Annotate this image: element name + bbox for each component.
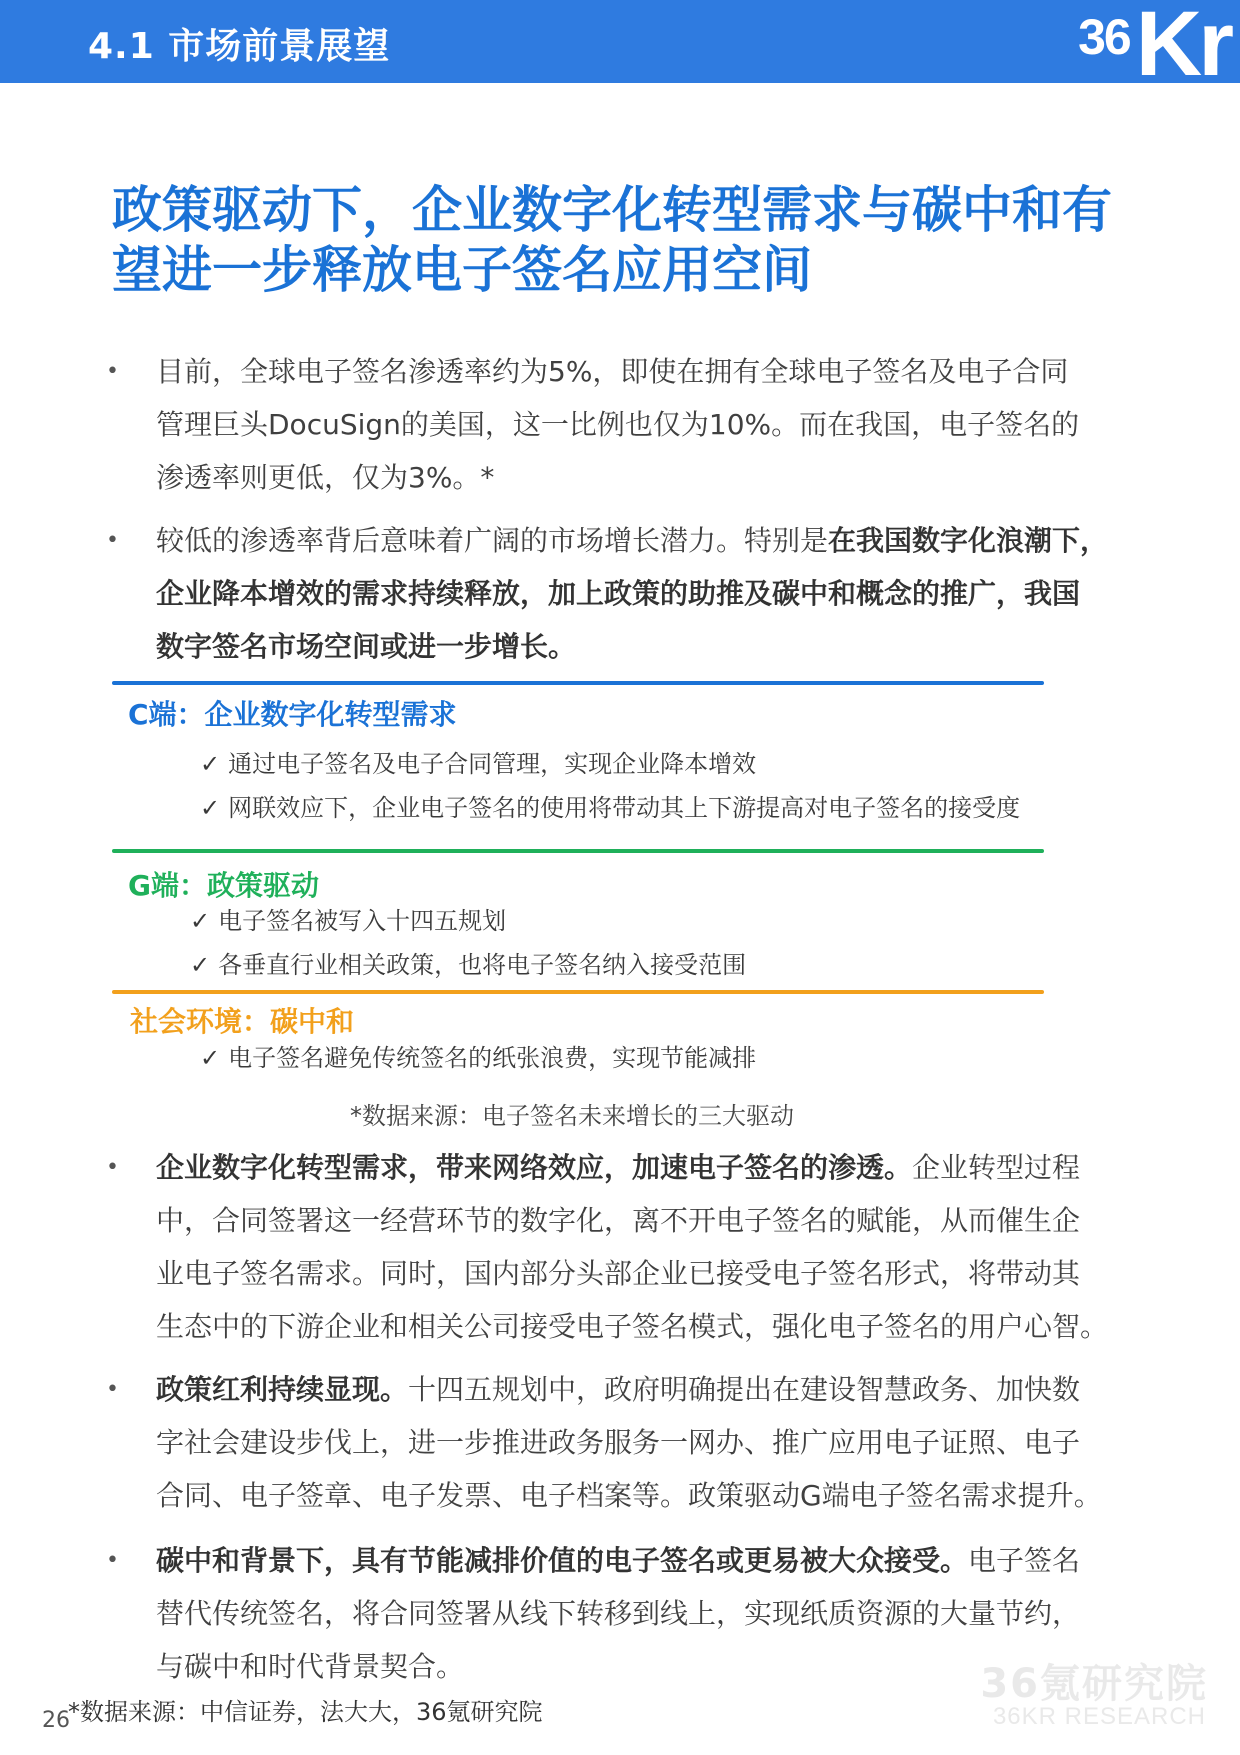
bullet-dot-icon: • <box>106 528 119 553</box>
g-end-item: ✓ 电子签名被写入十四五规划 <box>190 907 507 935</box>
checkmark-icon: ✓ <box>200 1044 221 1072</box>
bullet-penetration <box>106 345 1136 504</box>
logo-number: 36 <box>1078 9 1130 65</box>
watermark-36kr-research-en: 36KR RESEARCH <box>992 1703 1206 1730</box>
checkmark-icon: ✓ <box>190 907 211 935</box>
g-end-item: ✓ 各垂直行业相关政策，也将电子签名纳入接受范围 <box>190 951 747 979</box>
bullet-dot-icon: • <box>106 359 119 384</box>
bullet-text: 目前，全球电子签名渗透率约为5%，即使在拥有全球电子签名及电子合同 管理巨头DocuSign的美国，这一比例也仅为10%。而在我国，电子签名的 渗透率则更低，仅为3%。* <box>156 355 1080 494</box>
c-end-item: ✓ 通过电子签名及电子合同管理，实现企业降本增效 <box>200 750 757 778</box>
c-end-heading: C端：企业数字化转型需求 <box>128 698 457 731</box>
headline-line-2: 望进一步释放电子签名应用空间 <box>112 241 812 299</box>
bullet-text: 企业数字化转型需求，带来网络效应，加速电子签名的渗透。企业转型过程 中，合同签署这一经营环节的数字化，离不开电子签名的赋能，从而催生企 业电子签名需求。同时，国内部分头部企业已接受电子签名形式，将带动其 生态中的下游企业和相关公司接受电子签名模式，强化电子签名的用户心智。 <box>156 1151 1109 1343</box>
checkmark-icon: ✓ <box>200 750 221 778</box>
c-end-divider <box>112 681 1044 685</box>
page-number: 26 <box>42 1708 70 1733</box>
page-headline <box>112 180 1142 300</box>
bullet-dot-icon: • <box>106 1155 119 1180</box>
bullet-digital-transformation <box>106 1141 1136 1353</box>
headline-line-1: 政策驱动下，企业数字化转型需求与碳中和有 <box>112 181 1112 239</box>
bullet-policy-dividend <box>106 1363 1136 1522</box>
social-heading: 社会环境：碳中和 <box>130 1005 355 1038</box>
header-bar <box>0 0 1240 95</box>
g-end-divider <box>112 849 1044 853</box>
watermark-36kr-research: 36氪研究院 <box>980 1661 1208 1707</box>
section-title: 4.1 市场前景展望 <box>88 26 391 67</box>
c-end-item: ✓ 网联效应下，企业电子签名的使用将带动其上下游提高对电子签名的接受度 <box>200 794 1021 822</box>
data-source-footnote: *数据来源：中信证券，法大大，36氪研究院 <box>68 1698 543 1726</box>
bullet-text: 较低的渗透率背后意味着广阔的市场增长潜力。特别是在我国数字化浪潮下， 企业降本增效的需求持续释放，加上政策的助推及碳中和概念的推广，我国 数字签名市场空间或进一步增长。 <box>156 524 1109 663</box>
bullet-dot-icon: • <box>106 1377 119 1402</box>
logo-36kr <box>1078 0 1230 95</box>
drivers-source: *数据来源：电子签名未来增长的三大驱动 <box>350 1102 794 1130</box>
checkmark-icon: ✓ <box>190 951 211 979</box>
g-end-heading: G端：政策驱动 <box>128 869 319 902</box>
logo-kr: Kr <box>1135 0 1230 95</box>
bullet-dot-icon: • <box>106 1548 119 1573</box>
bullet-text: 政策红利持续显现。十四五规划中，政府明确提出在建设智慧政务、加快数 字社会建设步伐上，进一步推进政务服务一网办、推广应用电子证照、电子 合同、电子签章、电子发票、电子档案等。政策驱动G端电子签名需求提升。 <box>156 1373 1102 1512</box>
checkmark-icon: ✓ <box>200 794 221 822</box>
bullet-market-potential <box>106 514 1136 673</box>
social-divider <box>112 990 1044 994</box>
social-item: ✓ 电子签名避免传统签名的纸张浪费，实现节能减排 <box>200 1044 757 1072</box>
bullet-text: 碳中和背景下，具有节能减排价值的电子签名或更易被大众接受。电子签名 替代传统签名，将合同签署从线下转移到线上，实现纸质资源的大量节约， 与碳中和时代背景契合。 <box>156 1544 1081 1683</box>
